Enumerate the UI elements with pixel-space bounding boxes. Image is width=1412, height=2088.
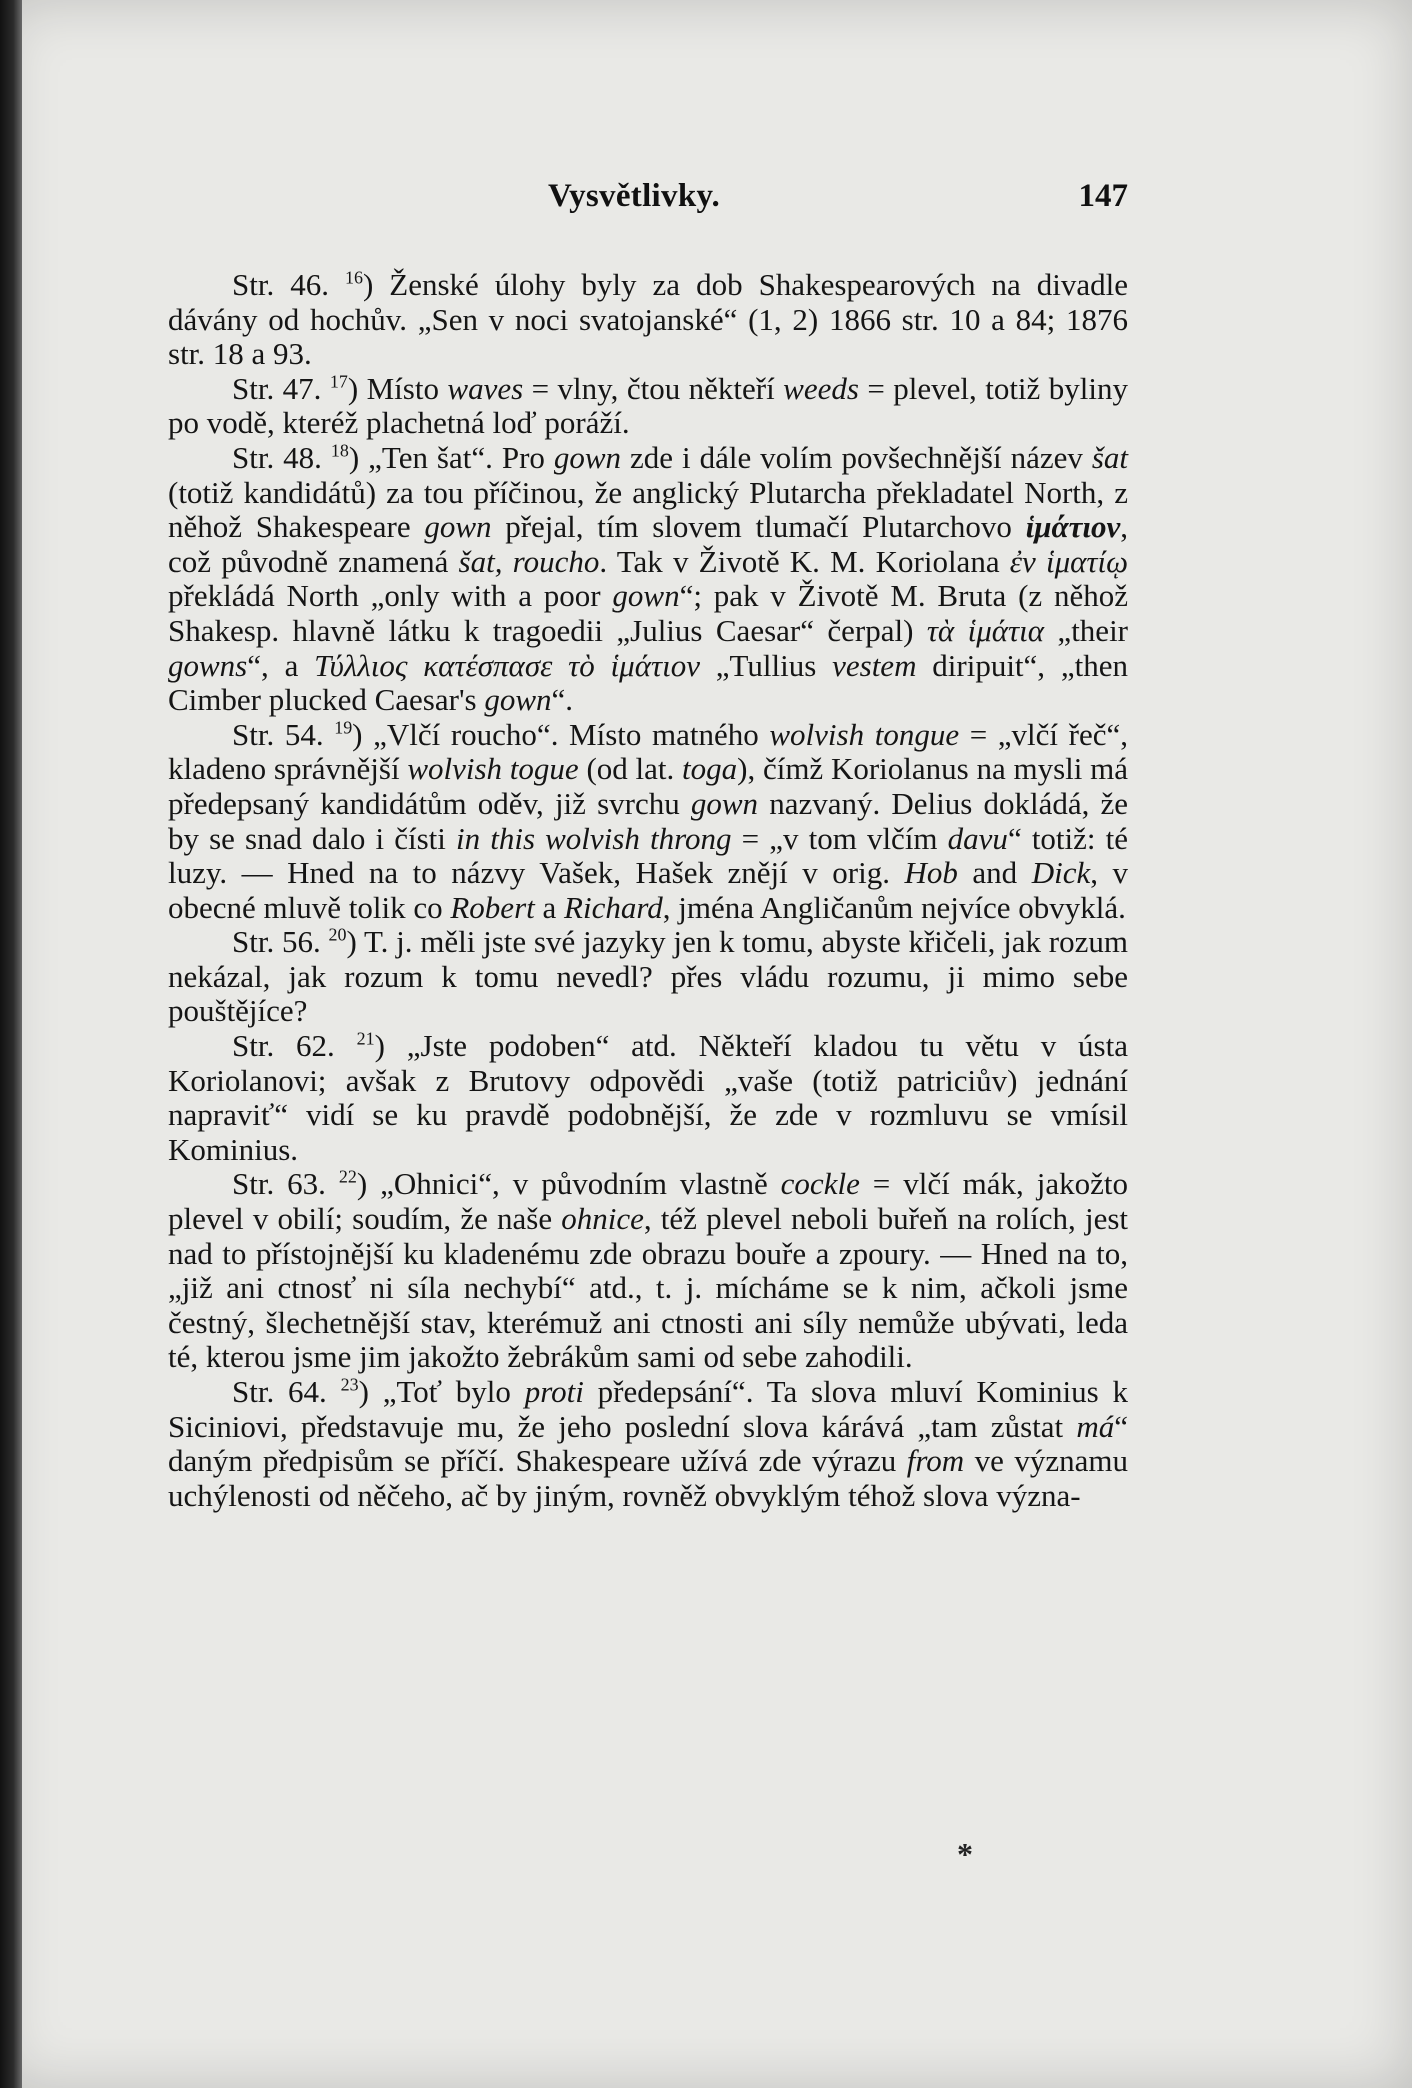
footnote-number: 21 [356,1028,375,1049]
italic-term: in this wolvish throng [456,820,732,856]
italic-term: gown [612,578,680,614]
italic-term: vestem [832,647,917,683]
greek-term: ἐν ἱματίῳ [1009,543,1128,579]
greek-term: Τύλλιος κατέσπασε τὸ ἱμάτιον [314,647,700,683]
italic-term: gown [553,439,622,475]
italic-term: gown [690,785,759,821]
footnote-number: 18 [330,440,349,461]
note-19: Str. 54. $^{19}$) „Vlčí roucho“. Místo matného wolvish tongue = „vlčí řeč“, kladeno správnější wolvish togue (od lat. toga), čímž Koriolanus na mysli má předepsaný kandidátům oděv, již svrchu gown nazvaný. Delius dokládá, že by se snad dalo i čísti in this wolvish throng = „v tom vlčím davu“ totiž: té luzy. — Hned na to názvy Vašek, Hašek znějí v orig. Hob and Dick, v obecné mluvě tolik co Robert a Richard, jména Angličanům nejvíce obvyklá. [168,716,1129,925]
italic-term: Richard [564,889,663,925]
italic-term: gown [484,682,552,718]
note-20: Str. 56. $^{20}$) T. j. měli jste své jazyky jen k tomu, abyste křičeli, jak rozum nekázal, jak rozum k tomu nevedl? přes vládu rozumu, ji mimo sebe pouštějíce? [168,924,1129,1029]
italic-term: gowns [168,647,248,683]
page-number: 147 [1078,178,1128,214]
note-16: Str. 46. $^{16}$) Ženské úlohy byly za dob Shakespearových na divadle dávány od hochův. „Sen v noci svatojanské“ (1, 2) 1866 str. 10 a 84; 1876 str. 18 a 93. [168,267,1129,372]
italic-term: gown [424,509,492,545]
italic-term: ohnice [561,1201,644,1237]
note-22: Str. 63. $^{22}$) „Ohnici“, v původním vlastně cockle = vlčí mák, jakožto plevel v obilí; soudím, že naše ohnice, též plevel neboli buřeň na rolích, jest nad to přístojnější ku kladenému zde obrazu bouře a zpoury. — Hned na to, „již ani ctnosť ni síla nechybí“ atd., t. j. mícháme se k nim, ačkoli jsme čestný, šlechetnější stav, kterémuž ani ctnosti ani síly nemůže ubývati, leda té, kterou jsme jim jakožto žebrákům sami od sebe zahodili. [168,1166,1129,1375]
footnote-number: 23 [340,1374,359,1395]
italic-term: toga [682,751,738,787]
footnote-number: 16 [344,267,363,288]
note-17: Str. 47. $^{17}$) Místo waves = vlny, čtou někteří weeds = plevel, totiž byliny po vodě, kteréž plachetná loď poráží. [168,370,1128,441]
italic-term: Hob [904,855,958,891]
greek-term: ἱμάτιον [1025,509,1121,545]
footnote-number: 20 [328,924,347,945]
italic-term: from [906,1443,965,1479]
italic-term: davu [947,820,1008,856]
italic-term: cockle [780,1166,860,1202]
italic-term: wolvish tongue [769,716,960,752]
italic-term: má [1076,1408,1115,1444]
italic-term: Dick [1031,855,1091,891]
footnote-number: 22 [338,1166,357,1187]
note-18: Str. 48. $^{18}$) „Ten šat“. Pro gown zde i dále volím povšechnější název šat (totiž kandidátů) za tou příčinou, že anglický Plutarcha překladatel North, z něhož Shakespeare gown přejal, tím slovem tlumačí Plutarchovo ἱμάτιον, což původně znamená šat, roucho. Tak v Životě K. M. Koriolana ἐν ἱματίῳ překládá North „only with a poor gown“; pak v Životě M. Bruta (z něhož Shakesp. hlavně látku k tragoedii „Julius Caesar“ čerpal) τὰ ἱμάτια „their gowns“, a Τύλλιος κατέσπασε τὸ ἱμάτιον „Tullius vestem diripuit“, „then Cimber plucked Caesar's gown“. [168,439,1129,718]
signature-mark: * [957,1836,973,1872]
page-header [168,178,1128,224]
running-head: Vysvětlivky. [548,178,720,214]
footnote-number: 19 [334,717,353,738]
italic-term: weeds [783,370,859,406]
note-23: Str. 64. $^{23}$) „Toť bylo proti předepsání“. Ta slova mluví Kominius k Siciniovi, představuje mu, že jeho poslední slova kárává „tam zůstat má“ daným předpisům se příčí. Shakespeare užívá zde výrazu from ve významu uchýlenosti od něčeho, ač by jiným, rovněž obvyklým téhož slova význa- [168,1374,1129,1513]
italic-term: šat, roucho [458,543,600,579]
italic-term: Robert [450,889,535,925]
italic-term: proti [524,1374,584,1409]
footnote-number: 17 [329,371,348,392]
binding-edge [0,0,22,2088]
italic-term: waves [447,370,524,406]
italic-term: šat [1091,439,1129,475]
note-21: Str. 62. $^{21}$) „Jste podoben“ atd. Někteří kladou tu větu v ústa Koriolanovi; avšak z Brutovy odpovědi „vaše (totiž patriciův) jednání napraviť“ vidí se ku pravdě podobnější, že zde v rozmluvu se vmísil Kominius. [168,1028,1128,1167]
greek-term: τὰ ἱμάτια [926,612,1045,648]
italic-term: wolvish togue [407,751,579,787]
explanatory-notes [168,268,1128,1513]
